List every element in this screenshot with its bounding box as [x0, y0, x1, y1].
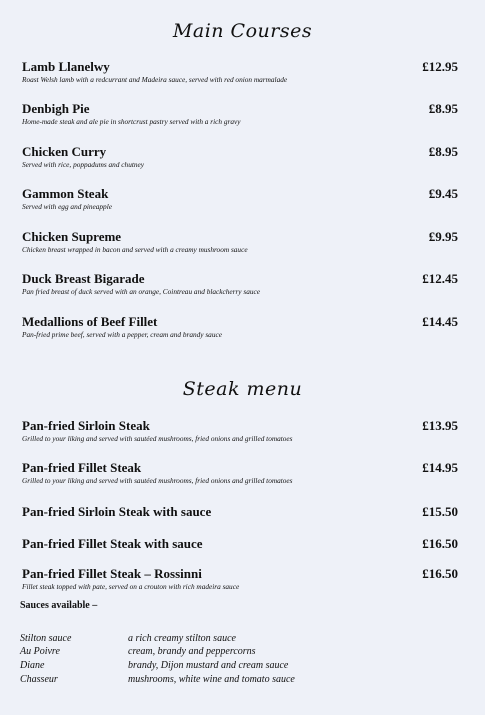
sauce-name: Diane	[20, 660, 45, 671]
sauce-name: Stilton sauce	[20, 633, 72, 644]
dish-description: Roast Welsh lamb with a redcurrant and Madeira sauce, served with red onion marmalade	[22, 75, 288, 84]
steak-item	[22, 536, 462, 551]
dish-description: Chicken breast wrapped in bacon and served with a creamy mushroom sauce	[22, 245, 248, 254]
dish-name: Pan-fried Sirloin Steak	[22, 418, 150, 433]
dish-price: £8.95	[428, 144, 458, 159]
dish-price: £16.50	[422, 566, 458, 581]
steak-item	[22, 418, 462, 443]
dish-name: Pan-fried Fillet Steak with sauce	[22, 536, 203, 551]
steak-menu-title: Steak menu	[182, 378, 303, 400]
dish-price: £16.50	[422, 536, 458, 551]
steak-item	[22, 460, 462, 485]
dish-description: Fillet steak topped with pate, served on a crouton with rich madeira sauce	[22, 582, 240, 591]
menu-item	[22, 271, 462, 296]
steak-item	[22, 504, 462, 519]
dish-name: Chicken Supreme	[22, 229, 122, 244]
dish-price: £14.95	[422, 460, 458, 475]
menu-item	[22, 101, 462, 126]
dish-price: £9.95	[428, 229, 458, 244]
sauce-description: mushrooms, white wine and tomato sauce	[128, 674, 295, 685]
menu-item	[22, 229, 462, 254]
dish-description: Grilled to your liking and served with sautéed mushrooms, fried onions and grilled tomatoes	[22, 476, 293, 485]
sauce-description: cream, brandy and peppercorns	[128, 646, 256, 657]
dish-price: £9.45	[428, 186, 458, 201]
steak-item	[22, 566, 462, 591]
menu-item	[22, 314, 462, 339]
sauce-description: a rich creamy stilton sauce	[128, 633, 236, 644]
dish-name: Lamb Llanelwy	[22, 59, 110, 74]
menu-item	[22, 186, 462, 211]
menu-item	[22, 59, 462, 84]
dish-name: Gammon Steak	[22, 186, 109, 201]
dish-name: Chicken Curry	[22, 144, 107, 159]
menu-item	[22, 144, 462, 169]
sauce-name: Au Poivre	[20, 646, 60, 657]
dish-name: Pan-fried Fillet Steak – Rossinni	[22, 566, 202, 581]
dish-description: Served with rice, poppadums and chutney	[22, 160, 144, 169]
dish-name: Denbigh Pie	[22, 101, 90, 116]
sauces-heading: Sauces available –	[20, 600, 98, 611]
dish-description: Served with egg and pineapple	[22, 202, 112, 211]
dish-price: £12.45	[422, 271, 458, 286]
main-courses-title: Main Courses	[172, 20, 313, 42]
dish-description: Grilled to your liking and served with sautéed mushrooms, fried onions and grilled tomatoes	[22, 434, 293, 443]
dish-price: £15.50	[422, 504, 458, 519]
dish-name: Medallions of Beef Fillet	[22, 314, 158, 329]
dish-name: Pan-fried Sirloin Steak with sauce	[22, 504, 212, 519]
dish-description: Pan fried breast of duck served with an orange, Cointreau and blackcherry sauce	[22, 287, 260, 296]
dish-price: £12.95	[422, 59, 458, 74]
dish-price: £13.95	[422, 418, 458, 433]
sauce-name: Chasseur	[20, 674, 58, 685]
dish-description: Home-made steak and ale pie in shortcrust pastry served with a rich gravy	[22, 117, 241, 126]
dish-description: Pan-fried prime beef, served with a pepper, cream and brandy sauce	[22, 330, 222, 339]
dish-name: Pan-fried Fillet Steak	[22, 460, 142, 475]
sauce-description: brandy, Dijon mustard and cream sauce	[128, 660, 289, 671]
dish-price: £8.95	[428, 101, 458, 116]
dish-price: £14.45	[422, 314, 458, 329]
dish-name: Duck Breast Bigarade	[22, 271, 145, 286]
